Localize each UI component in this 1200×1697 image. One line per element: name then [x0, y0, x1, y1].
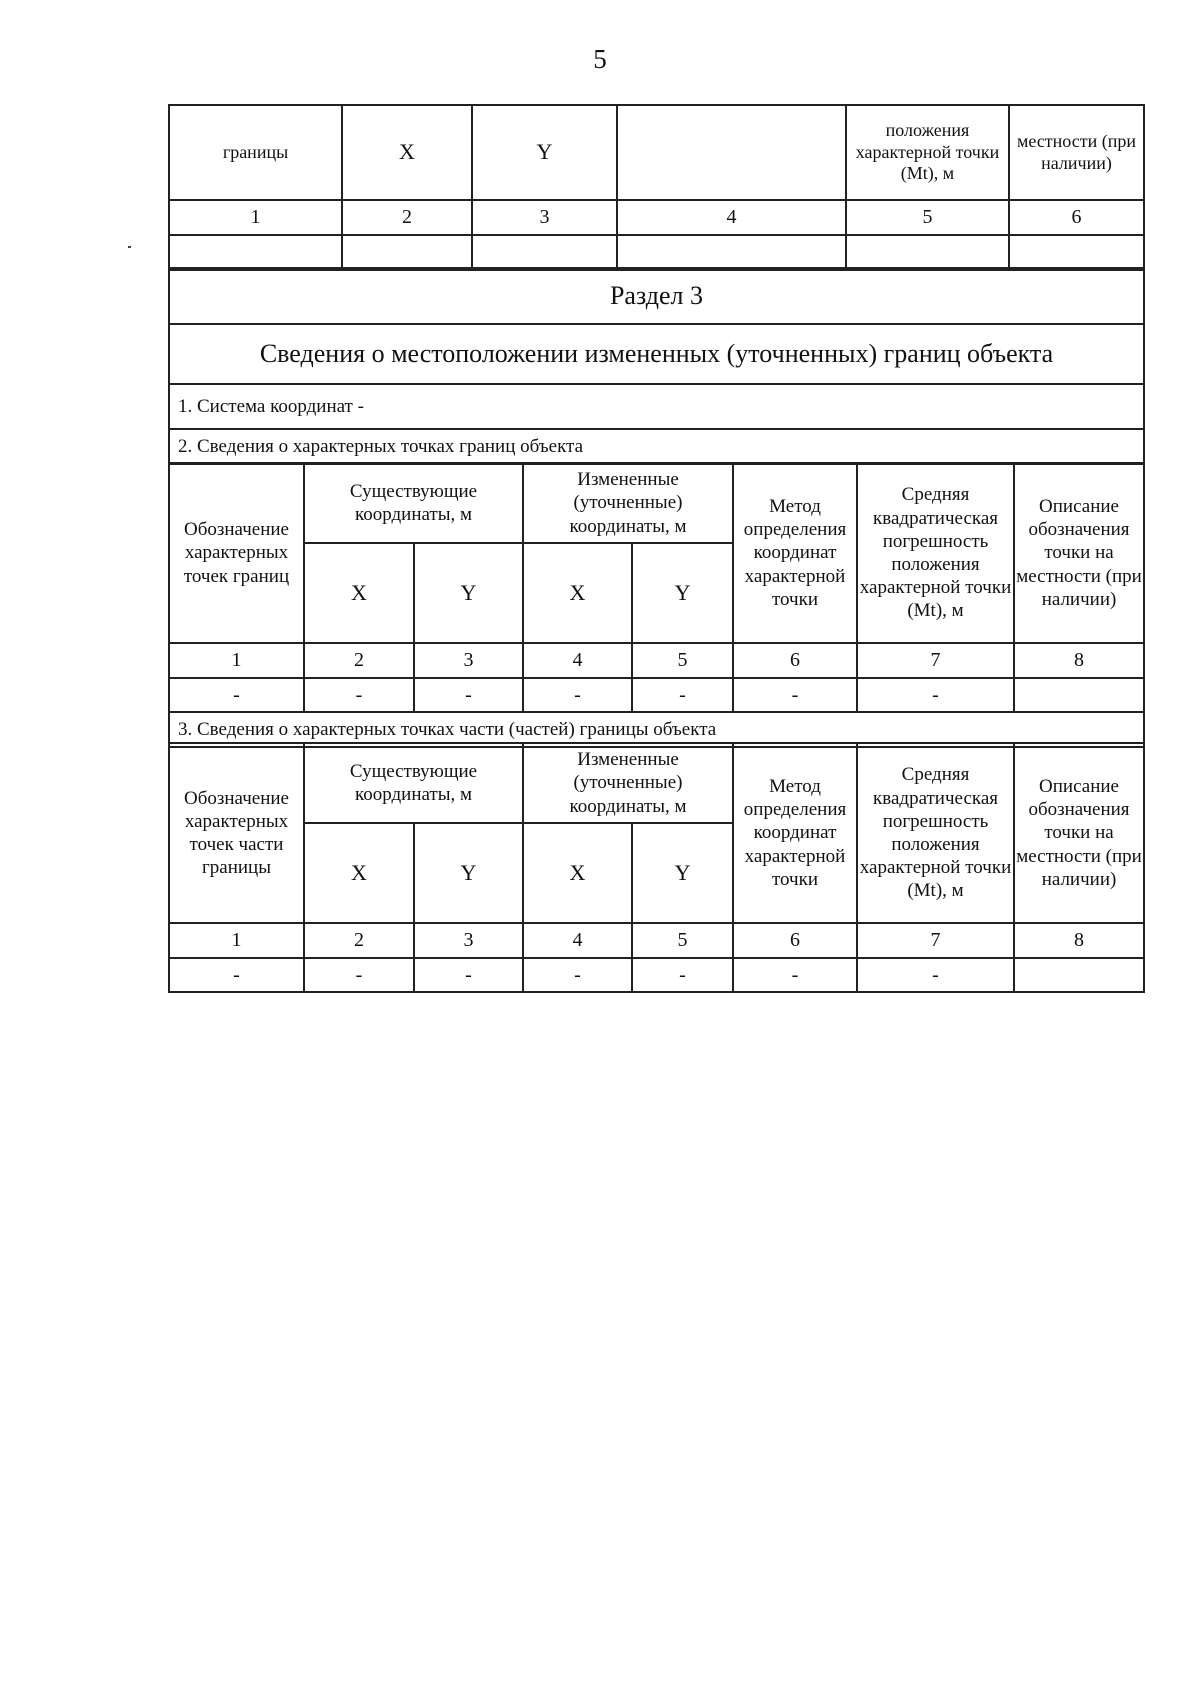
column-number: 6: [733, 923, 857, 958]
description-header: Описание обозначения точки на местности (при наличии): [1014, 463, 1144, 643]
table-cell: -: [857, 958, 1014, 992]
column-number: 3: [414, 643, 523, 678]
table-header-row: [169, 463, 1144, 543]
page-number: 5: [593, 44, 607, 74]
column-number: 8: [1014, 643, 1144, 678]
existing-y-header: Y: [414, 823, 523, 923]
table-header-row: [169, 743, 1144, 823]
table-cell: -: [857, 678, 1014, 712]
column-number: 5: [632, 923, 733, 958]
empty-cell: [1009, 235, 1144, 270]
scan-speck: [128, 246, 131, 248]
block2-title: 2. Сведения о характерных точках границ объекта: [169, 429, 1144, 464]
table-cell: -: [414, 958, 523, 992]
existing-x-header: X: [304, 543, 414, 643]
column-number: 2: [304, 923, 414, 958]
changed-coordinates-header: Измененные (уточненные) координаты, м: [523, 463, 733, 543]
column-number: 4: [523, 923, 632, 958]
empty-cell: [846, 235, 1009, 270]
header-cell-y: Y: [472, 105, 617, 200]
error-header: Средняя квадратическая погрешность положения характерной точки (Mt), м: [857, 743, 1014, 923]
changed-y-header: Y: [632, 543, 733, 643]
column-number: 2: [342, 200, 472, 235]
section-label: Раздел 3: [169, 268, 1144, 324]
table-cell: -: [632, 958, 733, 992]
table-cell: -: [304, 958, 414, 992]
column-number: 5: [846, 200, 1009, 235]
column-number-row: [169, 643, 1144, 678]
method-header: Метод определения координат характерной точки: [733, 743, 857, 923]
header-cell-description: местности (при наличии): [1009, 105, 1144, 200]
column-number: 4: [523, 643, 632, 678]
table-cell: -: [304, 678, 414, 712]
table-cell: -: [733, 958, 857, 992]
part-boundary-points-table: [168, 742, 1145, 993]
header-cell-boundary: границы: [169, 105, 342, 200]
column-number: 7: [857, 923, 1014, 958]
boundary-points-table: [168, 462, 1145, 748]
column-number: 8: [1014, 923, 1144, 958]
column-number: 4: [617, 200, 846, 235]
method-header: Метод определения координат характерной точки: [733, 463, 857, 643]
table-cell: -: [523, 678, 632, 712]
section-title: Сведения о местоположении измененных (уточненных) границ объекта: [169, 324, 1144, 384]
column-number: 3: [472, 200, 617, 235]
coordinate-system-line: 1. Система координат -: [169, 384, 1144, 429]
column-number: 5: [632, 643, 733, 678]
column-number: 7: [857, 643, 1014, 678]
table-row: [169, 678, 1144, 712]
block3-title: 3. Сведения о характерных точках части (частей) границы объекта: [169, 712, 1144, 747]
column-number-row: [169, 200, 1144, 235]
header-cell-error: положения характерной точки (Mt), м: [846, 105, 1009, 200]
table-cell: [1014, 678, 1144, 712]
column-number: 6: [1009, 200, 1144, 235]
changed-y-header: Y: [632, 823, 733, 923]
header-cell-x: X: [342, 105, 472, 200]
table-cell: -: [169, 678, 304, 712]
table-cell: -: [523, 958, 632, 992]
empty-cell: [169, 235, 342, 270]
existing-y-header: Y: [414, 543, 523, 643]
existing-x-header: X: [304, 823, 414, 923]
changed-x-header: X: [523, 543, 632, 643]
empty-cell: [342, 235, 472, 270]
continued-table: [168, 104, 1145, 271]
table-cell: -: [414, 678, 523, 712]
column-number: 2: [304, 643, 414, 678]
table-cell: -: [632, 678, 733, 712]
section-heading-table: [168, 267, 1145, 465]
changed-x-header: X: [523, 823, 632, 923]
error-header: Средняя квадратическая погрешность положения характерной точки (Mt), м: [857, 463, 1014, 643]
column-number: 1: [169, 923, 304, 958]
column-number: 1: [169, 643, 304, 678]
table-row: [169, 958, 1144, 992]
column-number: 3: [414, 923, 523, 958]
designation-header: Обозначение характерных точек части границы: [169, 743, 304, 923]
header-cell-empty: [617, 105, 846, 200]
description-header: Описание обозначения точки на местности (при наличии): [1014, 743, 1144, 923]
designation-header: Обозначение характерных точек границ: [169, 463, 304, 643]
column-number: 6: [733, 643, 857, 678]
changed-coordinates-header: Измененные (уточненные) координаты, м: [523, 743, 733, 823]
empty-row: [169, 235, 1144, 270]
table-cell: [1014, 958, 1144, 992]
table-cell: -: [733, 678, 857, 712]
table-cell: -: [169, 958, 304, 992]
column-number: 1: [169, 200, 342, 235]
continued-header-row: [169, 105, 1144, 200]
existing-coordinates-header: Существующие координаты, м: [304, 743, 523, 823]
column-number-row: [169, 923, 1144, 958]
empty-cell: [617, 235, 846, 270]
empty-cell: [472, 235, 617, 270]
existing-coordinates-header: Существующие координаты, м: [304, 463, 523, 543]
